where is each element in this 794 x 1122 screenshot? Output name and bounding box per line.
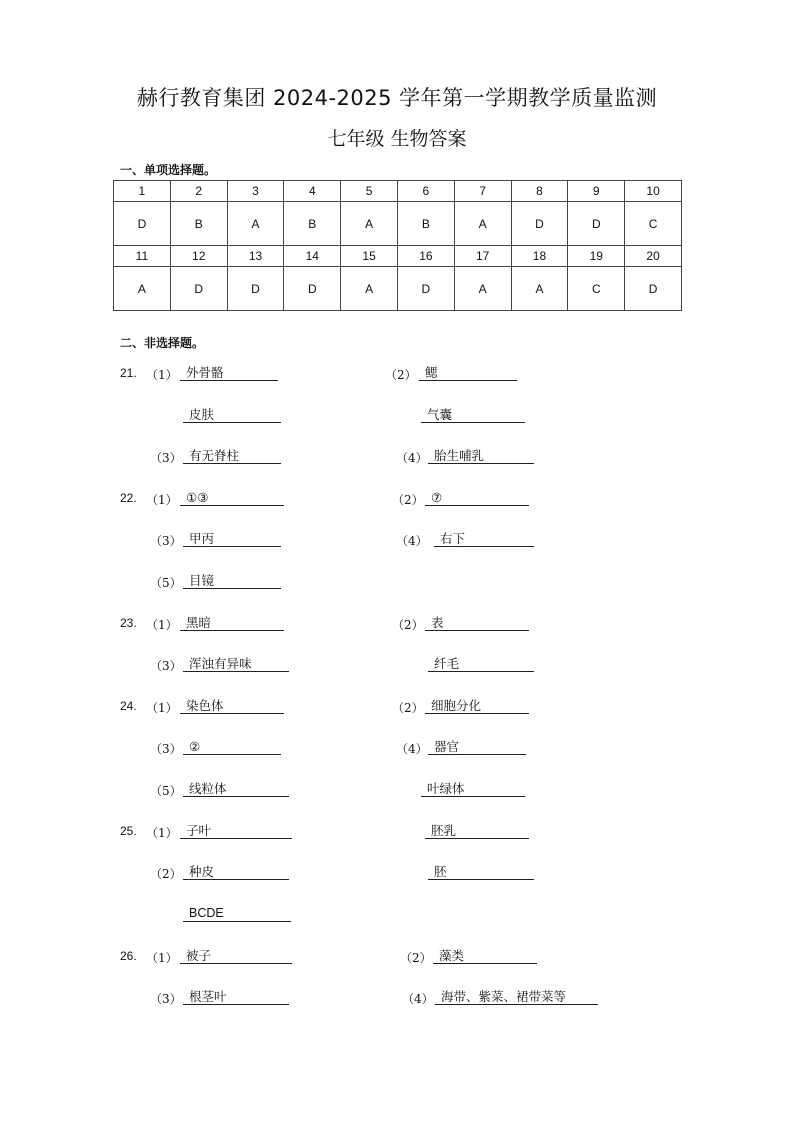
- answer-blank: [421, 407, 525, 423]
- table-cell: 7: [454, 181, 511, 202]
- question-number: 23.: [120, 616, 137, 630]
- answer-blank: [183, 656, 289, 672]
- table-cell: 12: [170, 246, 227, 267]
- answer-blank: [425, 490, 529, 506]
- part-label: （2）: [392, 618, 424, 632]
- table-cell: 20: [625, 246, 682, 267]
- answer-blank: [183, 864, 289, 880]
- answer-text: 鳃: [425, 365, 438, 380]
- part-label: （1）: [146, 951, 178, 965]
- answer-blank: [183, 739, 281, 755]
- page-subtitle: 七年级 生物答案: [327, 128, 467, 150]
- answer-blank: [180, 365, 278, 381]
- part-label: （2）: [150, 867, 182, 881]
- answer-blank: [180, 948, 292, 964]
- table-cell: 2: [170, 181, 227, 202]
- table-row: [114, 181, 682, 202]
- answer-text: 胚乳: [431, 823, 457, 838]
- table-cell: 11: [114, 246, 171, 267]
- part-label: （3）: [150, 659, 182, 673]
- answer-blank: [183, 906, 291, 922]
- answer-text: 气囊: [427, 407, 453, 422]
- answer-blank: [183, 989, 289, 1005]
- table-cell: B: [397, 202, 454, 246]
- question-number: 25.: [120, 824, 137, 838]
- answer-text: 外骨骼: [186, 365, 224, 380]
- part-label: （2）: [392, 701, 424, 715]
- table-cell: 8: [511, 181, 568, 202]
- table-cell: 16: [397, 246, 454, 267]
- answer-blank: [434, 531, 534, 547]
- answer-text: ②: [189, 739, 201, 754]
- answer-blank: [428, 864, 534, 880]
- table-cell: 18: [511, 246, 568, 267]
- answer-blank: [180, 615, 284, 631]
- table-cell: C: [568, 267, 625, 311]
- table-cell: 5: [341, 181, 398, 202]
- part-label: （1）: [146, 618, 178, 632]
- answer-text: 子叶: [186, 823, 212, 838]
- answer-table: [113, 180, 682, 311]
- table-cell: 10: [625, 181, 682, 202]
- table-cell: 9: [568, 181, 625, 202]
- answer-text: ⑦: [431, 490, 443, 505]
- answer-text: BCDE: [189, 906, 224, 920]
- answer-text: 染色体: [186, 698, 224, 713]
- table-row: [114, 267, 682, 311]
- answer-text: 右下: [440, 531, 466, 546]
- part-label: （4）: [402, 992, 434, 1006]
- table-cell: 17: [454, 246, 511, 267]
- table-cell: A: [341, 267, 398, 311]
- answer-blank: [421, 781, 525, 797]
- answer-text: 根茎叶: [189, 989, 227, 1004]
- table-cell: D: [227, 267, 284, 311]
- answer-blank: [180, 490, 284, 506]
- table-cell: A: [454, 202, 511, 246]
- table-cell: D: [114, 202, 171, 246]
- question-number: 21.: [120, 366, 137, 380]
- part-label: （5）: [150, 784, 182, 798]
- part-label: （2）: [385, 368, 417, 382]
- table-cell: D: [170, 267, 227, 311]
- answer-text: 被子: [186, 948, 212, 963]
- part-label: （3）: [150, 742, 182, 756]
- table-cell: D: [397, 267, 454, 311]
- table-cell: C: [625, 202, 682, 246]
- part-label: （4）: [396, 534, 428, 548]
- answer-blank: [180, 698, 284, 714]
- part-label: （3）: [150, 992, 182, 1006]
- part-label: （2）: [392, 493, 424, 507]
- answer-text: ①③: [186, 490, 209, 505]
- table-cell: 6: [397, 181, 454, 202]
- answer-blank: [419, 365, 517, 381]
- answer-text: 海带、紫菜、裙带菜等: [441, 989, 567, 1004]
- part-label: （1）: [146, 493, 178, 507]
- answer-text: 线粒体: [189, 781, 227, 796]
- part-label: （1）: [146, 701, 178, 715]
- answer-text: 甲丙: [189, 531, 215, 546]
- part-label: （1）: [146, 368, 178, 382]
- table-cell: 15: [341, 246, 398, 267]
- part-label: （4）: [396, 742, 428, 756]
- table-cell: B: [284, 202, 341, 246]
- answer-blank: [183, 531, 281, 547]
- answer-blank: [183, 407, 281, 423]
- table-row: [114, 202, 682, 246]
- answer-blank: [183, 448, 281, 464]
- answer-blank: [428, 739, 526, 755]
- table-cell: 14: [284, 246, 341, 267]
- question-number: 26.: [120, 949, 137, 963]
- answer-text: 黑暗: [186, 615, 212, 630]
- table-cell: D: [568, 202, 625, 246]
- table-cell: A: [454, 267, 511, 311]
- answer-text: 有无脊柱: [189, 448, 240, 463]
- table-cell: A: [114, 267, 171, 311]
- table-cell: D: [284, 267, 341, 311]
- table-cell: A: [227, 202, 284, 246]
- table-cell: B: [170, 202, 227, 246]
- answer-text: 叶绿体: [427, 781, 465, 796]
- answer-text: 浑浊有异味: [189, 656, 252, 671]
- part-label: （4）: [396, 451, 428, 465]
- part-label: （1）: [146, 826, 178, 840]
- answer-text: 纤毛: [434, 656, 460, 671]
- answer-text: 胚: [434, 864, 447, 879]
- answer-text: 胎生哺乳: [434, 448, 485, 463]
- answer-blank: [183, 573, 281, 589]
- part-label: （5）: [150, 576, 182, 590]
- answer-text: 皮肤: [189, 407, 215, 422]
- answer-text: 种皮: [189, 864, 215, 879]
- table-cell: 13: [227, 246, 284, 267]
- answer-text: 目镜: [189, 573, 215, 588]
- question-number: 24.: [120, 699, 137, 713]
- answer-blank: [435, 989, 598, 1005]
- table-cell: D: [511, 202, 568, 246]
- answer-blank: [428, 448, 534, 464]
- part-label: （3）: [150, 534, 182, 548]
- answer-text: 表: [431, 615, 444, 630]
- table-cell: 1: [114, 181, 171, 202]
- table-row: [114, 246, 682, 267]
- table-cell: 4: [284, 181, 341, 202]
- table-cell: A: [511, 267, 568, 311]
- answer-text: 藻类: [439, 948, 465, 963]
- section-heading-open: 二、非选择题。: [120, 336, 205, 350]
- answer-blank: [425, 615, 529, 631]
- page-title: 赫行教育集团 2024-2025 学年第一学期教学质量监测: [136, 86, 658, 110]
- answer-blank: [180, 823, 292, 839]
- section-heading-choice: 一、单项选择题。: [120, 163, 217, 177]
- table-cell: 19: [568, 246, 625, 267]
- answer-blank: [425, 698, 529, 714]
- table-cell: A: [341, 202, 398, 246]
- part-label: （2）: [400, 951, 432, 965]
- table-cell: 3: [227, 181, 284, 202]
- table-cell: D: [625, 267, 682, 311]
- part-label: （3）: [150, 451, 182, 465]
- question-number: 22.: [120, 491, 137, 505]
- answer-blank: [425, 823, 529, 839]
- answer-blank: [428, 656, 534, 672]
- answer-blank: [183, 781, 289, 797]
- answer-blank: [433, 948, 537, 964]
- answer-text: 细胞分化: [431, 698, 482, 713]
- answer-text: 器官: [434, 739, 460, 754]
